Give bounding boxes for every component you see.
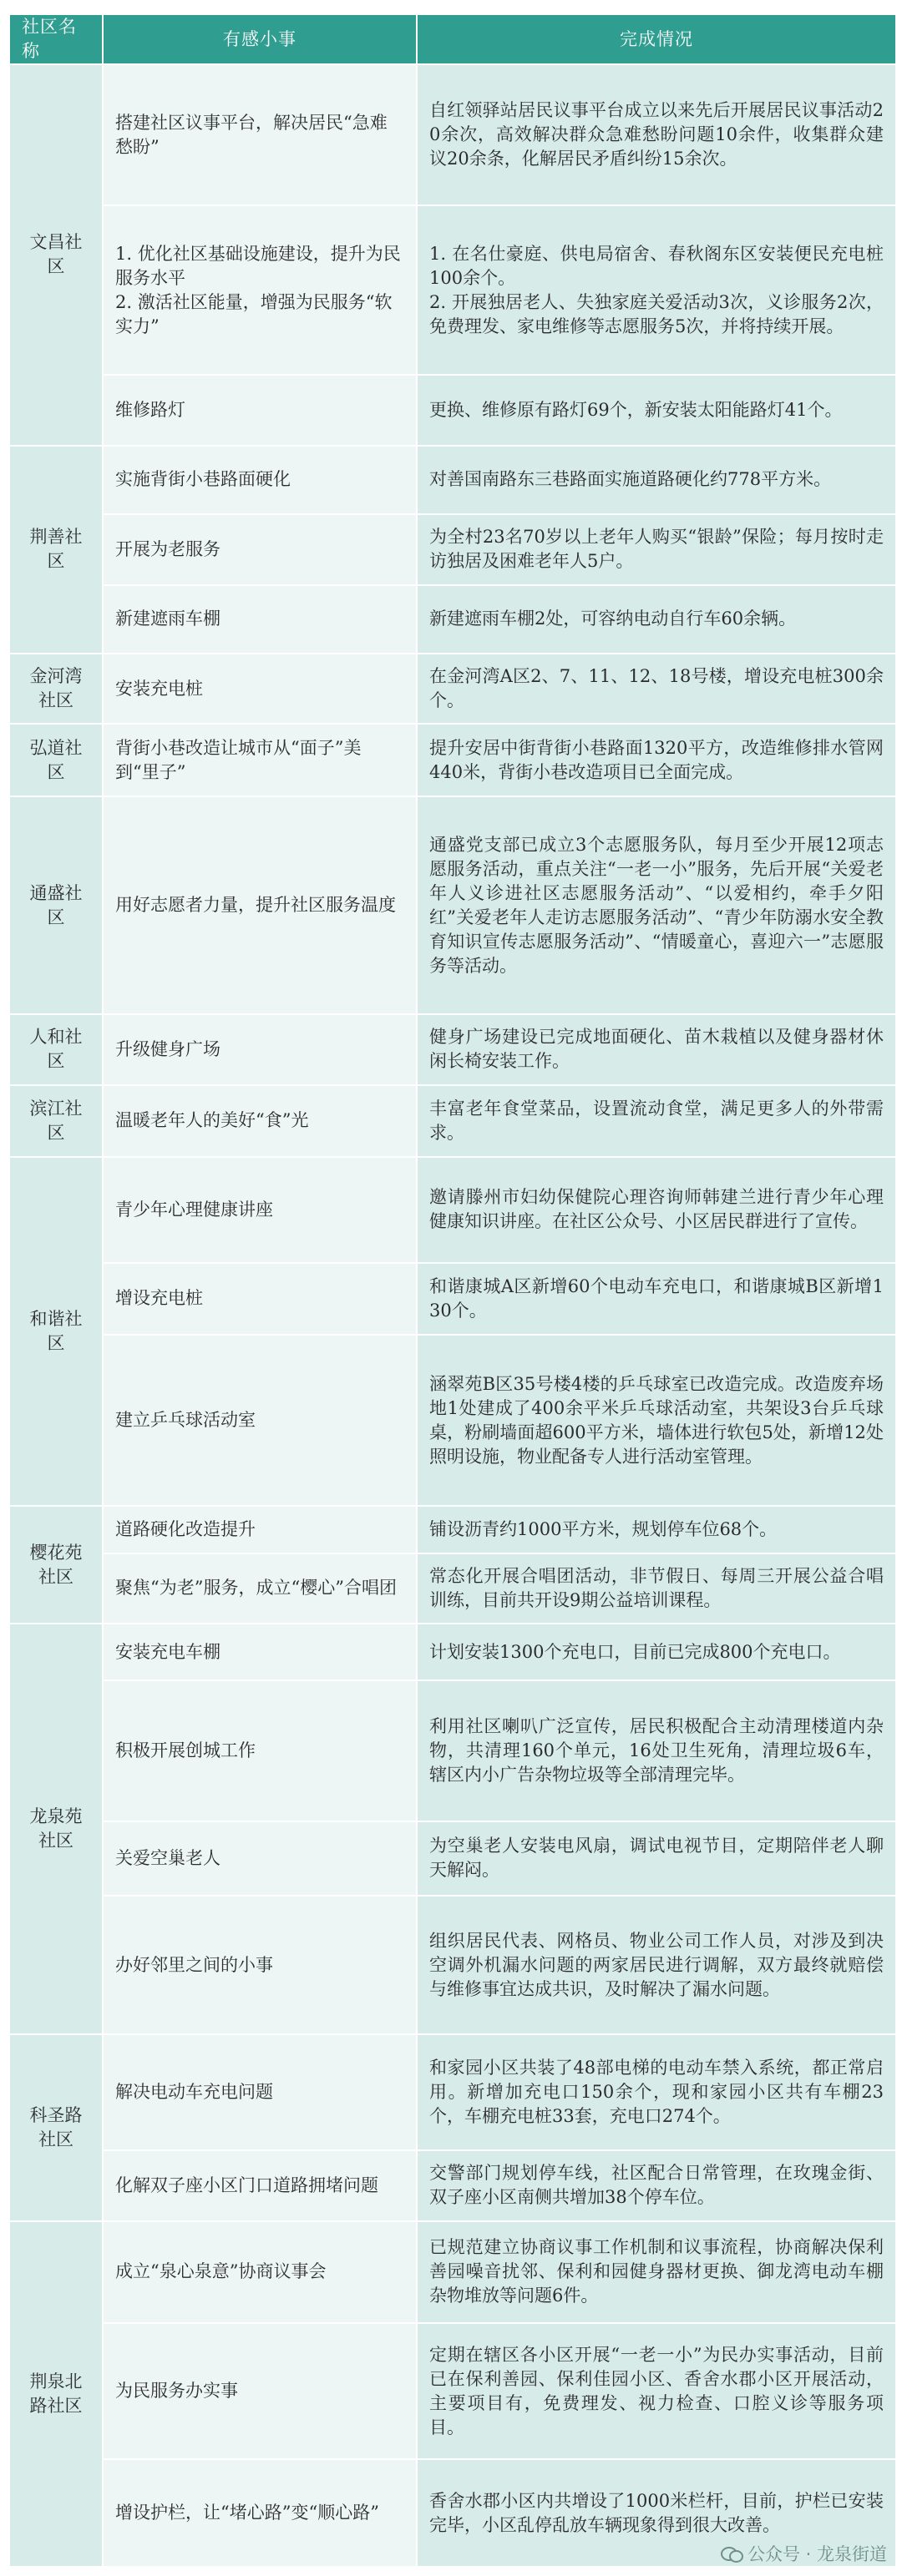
table-row [9, 796, 896, 1014]
header-community: 社区名称 [9, 14, 103, 64]
watermark-text: 公众号 · 龙泉街道 [747, 2544, 887, 2564]
table-row [9, 1896, 896, 2035]
table-row [9, 1157, 896, 1263]
table-header-row [9, 14, 896, 64]
item-cell: 建立乒乓球活动室 [103, 1335, 417, 1506]
item-cell: 1. 优化社区基础设施建设，提升为民服务水平 2. 激活社区能量，增强为民服务“软实力” [103, 205, 417, 375]
table-row [9, 1821, 896, 1895]
item-cell: 解决电动车充电问题 [103, 2034, 417, 2150]
table-row [9, 2323, 896, 2459]
header-item: 有感小事 [103, 14, 417, 64]
table-row [9, 2150, 896, 2220]
wechat-icon [721, 2545, 742, 2562]
table-row [9, 1506, 896, 1553]
done-cell: 定期在辖区各小区开展“一老一小”为民办实事活动，目前已在保利善园、保利佳园小区、香舍水郡小区开展活动，主要项目有，免费理发、视力检查、口腔义诊等服务项目。 [417, 2323, 896, 2459]
done-cell: 和谐康城A区新增60个电动车充电口，和谐康城B区新增130个。 [417, 1263, 896, 1335]
done-cell: 利用社区喇叭广泛宣传，居民积极配合主动清理楼道内杂物，共清理160个单元，16处卫生死角，清理垃圾6车， 辖区内小广告杂物垃圾等全部清理完毕。 [417, 1680, 896, 1821]
watermark [721, 2541, 887, 2566]
done-cell: 提升安居中街背街小巷路面1320平方，改造维修排水管网440米，背街小巷改造项目已全面完成。 [417, 724, 896, 796]
done-cell: 自红领驿站居民议事平台成立以来先后开展居民议事活动20余次，高效解决群众急难愁盼问题10余件，收集群众建议20余条，化解居民矛盾纠纷15余次。 [417, 64, 896, 205]
done-cell: 已规范建立协商议事工作机制和议事流程，协商解决保利善园噪音扰邻、保利和园健身器材更换、御龙湾电动车棚杂物堆放等问题6件。 [417, 2221, 896, 2324]
item-cell: 道路硬化改造提升 [103, 1506, 417, 1553]
item-cell: 关爱空巢老人 [103, 1821, 417, 1895]
community-cell: 人和社区 [9, 1014, 103, 1084]
item-cell: 背街小巷改造让城市从“面子”美到“里子” [103, 724, 417, 796]
item-cell: 开展为老服务 [103, 514, 417, 584]
item-cell: 维修路灯 [103, 375, 417, 445]
community-table [8, 13, 897, 2568]
table-row [9, 1624, 896, 1680]
done-cell: 和家园小区共装了48部电梯的电动车禁入系统，都正常启用。新增加充电口150余个，现和家园小区共有车棚23个，车棚充电桩33套，充电口274个。 [417, 2034, 896, 2150]
table-row [9, 2221, 896, 2324]
done-cell: 邀请滕州市妇幼保健院心理咨询师韩建兰进行青少年心理健康知识讲座。在社区公众号、小区居民群进行了宣传。 [417, 1157, 896, 1263]
table-row [9, 724, 896, 796]
item-cell: 化解双子座小区门口道路拥堵问题 [103, 2150, 417, 2220]
done-cell: 丰富老年食堂菜品，设置流动食堂，满足更多人的外带需求。 [417, 1085, 896, 1157]
community-cell: 科圣路社区 [9, 2034, 103, 2220]
item-cell: 温暖老年人的美好“食”光 [103, 1085, 417, 1157]
item-cell: 安装充电桩 [103, 654, 417, 724]
done-cell: 更换、维修原有路灯69个，新安装太阳能路灯41个。 [417, 375, 896, 445]
table-row [9, 1680, 896, 1821]
done-cell: 组织居民代表、网格员、物业公司工作人员，对涉及到决空调外机漏水问题的两家居民进行调解，双方最终就赔偿与维修事宜达成共识，及时解决了漏水问题。 [417, 1896, 896, 2035]
item-cell: 安装充电车棚 [103, 1624, 417, 1680]
done-cell: 在金河湾A区2、7、11、12、18号楼，增设充电桩300余个。 [417, 654, 896, 724]
done-cell: 交警部门规划停车线，社区配合日常管理，在玫瑰金街、双子座小区南侧共增加38个停车位。 [417, 2150, 896, 2220]
item-cell: 积极开展创城工作 [103, 1680, 417, 1821]
community-cell: 文昌社区 [9, 64, 103, 445]
done-cell: 为空巢老人安装电风扇，调试电视节目，定期陪伴老人聊天解闷。 [417, 1821, 896, 1895]
community-cell: 通盛社区 [9, 796, 103, 1014]
community-cell: 滨江社区 [9, 1085, 103, 1157]
table-row [9, 654, 896, 724]
item-cell: 增设护栏，让“堵心路”变“顺心路” [103, 2459, 417, 2567]
table-row [9, 1014, 896, 1084]
table-row [9, 446, 896, 514]
done-cell: 通盛党支部已成立3个志愿服务队，每月至少开展12项志愿服务活动，重点关注“一老一小”服务，先后开展“关爱老年人义诊进社区志愿服务活动”、“以爱相约，牵手夕阳红”关爱老年人走访志愿服务活动”、“青少年防溺水安全教育知识宣传志愿服务活动”、“情暖童心，喜迎六一”志愿服务等活动。 [417, 796, 896, 1014]
done-cell: 新建遮雨车棚2处，可容纳电动自行车60余辆。 [417, 585, 896, 654]
done-cell: 健身广场建设已完成地面硬化、苗木栽植以及健身器材休闲长椅安装工作。 [417, 1014, 896, 1084]
table-row [9, 1335, 896, 1506]
done-cell: 铺设沥青约1000平方米，规划停车位68个。 [417, 1506, 896, 1553]
header-done: 完成情况 [417, 14, 896, 64]
done-cell: 为全村23名70岁以上老年人购买“银龄”保险；每月按时走访独居及困难老年人5户。 [417, 514, 896, 584]
item-cell: 聚焦“为老”服务，成立“樱心”合唱团 [103, 1553, 417, 1624]
community-cell: 龙泉苑社区 [9, 1624, 103, 2035]
done-cell: 常态化开展合唱团活动，非节假日、每周三开展公益合唱训练，目前共开设9期公益培训课程。 [417, 1553, 896, 1624]
table-row [9, 64, 896, 205]
item-cell: 升级健身广场 [103, 1014, 417, 1084]
done-cell: 香舍水郡小区内共增设了1000米栏杆，目前，护栏已安装完毕，小区乱停乱放车辆现象得到很大改善。 [417, 2459, 896, 2567]
table-row [9, 514, 896, 584]
table-row [9, 2034, 896, 2150]
table-row [9, 585, 896, 654]
table-row [9, 1553, 896, 1624]
table-row [9, 1085, 896, 1157]
item-cell: 成立“泉心泉意”协商议事会 [103, 2221, 417, 2324]
table-row [9, 375, 896, 445]
community-cell: 和谐社区 [9, 1157, 103, 1506]
table-row [9, 1263, 896, 1335]
done-cell: 计划安装1300个充电口，目前已完成800个充电口。 [417, 1624, 896, 1680]
community-cell: 荆善社区 [9, 446, 103, 654]
done-cell: 对善国南路东三巷路面实施道路硬化约778平方米。 [417, 446, 896, 514]
community-cell: 荆泉北路社区 [9, 2221, 103, 2567]
community-cell: 弘道社区 [9, 724, 103, 796]
table-row [9, 205, 896, 375]
item-cell: 办好邻里之间的小事 [103, 1896, 417, 2035]
item-cell: 用好志愿者力量，提升社区服务温度 [103, 796, 417, 1014]
community-cell: 樱花苑社区 [9, 1506, 103, 1624]
item-cell: 新建遮雨车棚 [103, 585, 417, 654]
community-cell: 金河湾社区 [9, 654, 103, 724]
item-cell: 搭建社区议事平台，解决居民“急难愁盼” [103, 64, 417, 205]
item-cell: 青少年心理健康讲座 [103, 1157, 417, 1263]
item-cell: 实施背街小巷路面硬化 [103, 446, 417, 514]
item-cell: 增设充电桩 [103, 1263, 417, 1335]
done-cell: 1. 在名仕豪庭、供电局宿舍、春秋阁东区安装便民充电桩100余个。 2. 开展独居老人、失独家庭关爱活动3次，义诊服务2次，免费理发、家电维修等志愿服务5次，并将持续开展。 [417, 205, 896, 375]
item-cell: 为民服务办实事 [103, 2323, 417, 2459]
done-cell: 涵翠苑B区35号楼4楼的乒乓球室已改造完成。改造废弃场地1处建成了400余平米乒乓球活动室，共架设3台乒乓球桌，粉刷墙面超600平方米，墙体进行软包5处，新增12处照明设施，物业配备专人进行活动室管理。 [417, 1335, 896, 1506]
